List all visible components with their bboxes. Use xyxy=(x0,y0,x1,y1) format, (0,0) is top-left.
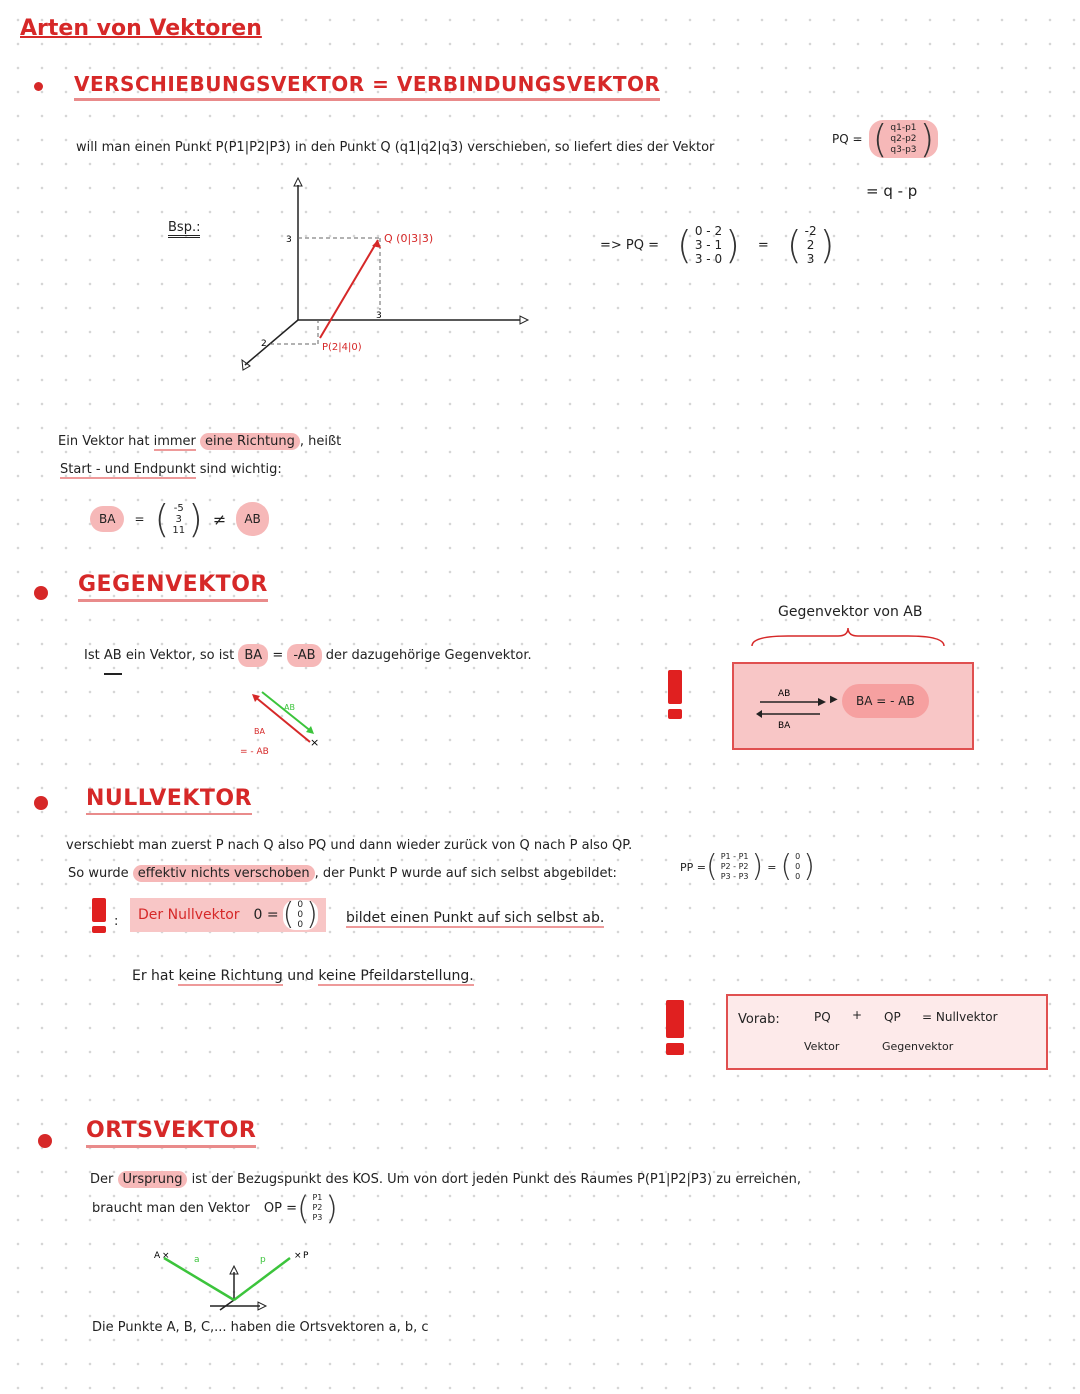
pp-row: P3 - P3 xyxy=(720,872,749,881)
text: Ist xyxy=(84,648,100,663)
heading-nullvektor: NULLVEKTOR xyxy=(86,786,252,815)
curly-brace xyxy=(748,626,948,652)
def-zero-row: 0 xyxy=(297,900,304,910)
svg-text:×: × xyxy=(294,1251,302,1261)
axis-tick: 3 xyxy=(376,311,382,321)
heading-verschiebungsvektor: VERSCHIEBUNGSVEKTOR = VERBINDUNGSVEKTOR xyxy=(74,72,660,101)
zero-row: 0 xyxy=(795,862,801,871)
bullet xyxy=(34,82,43,91)
text: , der Punkt P wurde auf sich selbst abgebildet: xyxy=(314,866,617,881)
diagram-a: A xyxy=(154,1251,161,1261)
orts-line-2: braucht man den Vektor OP = ( P1 P2 P3 ) xyxy=(92,1189,338,1227)
zero-row: 0 xyxy=(795,852,801,861)
text: ist der Bezugspunkt des KOS. Um von dort jeden Punkt des Raumes P(P1|P2|P3) zu erreichen, xyxy=(191,1172,801,1187)
orts-line-1 xyxy=(90,1172,801,1187)
pp-vector: PP = ( P1 - P1 P2 - P2 P3 - P3 ) = ( 0 0 0 ) xyxy=(680,849,815,884)
nullvektor-definition: Der Nullvektor 0 = ( 0 0 0 ) xyxy=(130,898,326,932)
ba-eq: = xyxy=(134,512,145,526)
pp-lhs: PP = xyxy=(680,860,706,874)
text: Der xyxy=(90,1172,114,1187)
box-vektor: Vektor xyxy=(804,1040,840,1053)
example-label: Bsp.: xyxy=(168,220,200,238)
heading-ortsvektor: ORTSVEKTOR xyxy=(86,1118,256,1148)
formula-row: q3-p3 xyxy=(890,144,917,155)
formula-short: = q - p xyxy=(866,182,918,200)
result-row: 3 xyxy=(806,252,815,266)
text-underlined: keine Richtung xyxy=(178,968,283,984)
result-row: 2 xyxy=(806,238,815,252)
pp-row: P1 - P1 xyxy=(720,852,749,861)
text: So wurde xyxy=(68,866,129,881)
bullet xyxy=(38,1134,52,1148)
heading-gegenvektor: GEGENVEKTOR xyxy=(78,572,268,602)
op-row: P3 xyxy=(312,1213,323,1222)
example-coordinate-diagram xyxy=(230,170,550,380)
box-plus: + xyxy=(852,1008,863,1022)
box-vorab: Vorab: xyxy=(738,1012,780,1027)
calc-eq: = xyxy=(757,237,769,253)
formula-row: q1-p1 xyxy=(890,122,917,133)
point-q-label: Q (0|3|3) xyxy=(384,232,434,245)
text: und xyxy=(287,968,314,984)
text: , heißt xyxy=(299,434,342,449)
text: Ein Vektor hat xyxy=(58,434,150,449)
text-underlined: keine Pfeildarstellung. xyxy=(318,968,474,984)
box-arrows xyxy=(756,682,826,732)
diagram-va: a xyxy=(194,1255,200,1265)
pp-eq: = xyxy=(767,860,777,874)
diagram-ab: AB xyxy=(284,703,295,712)
def-o: 0 = xyxy=(253,907,279,923)
text-underlined: immer xyxy=(153,434,196,449)
text-highlight: Ursprung xyxy=(118,1171,188,1188)
diagram-p: P xyxy=(303,1251,309,1261)
op-row: P1 xyxy=(312,1193,323,1202)
ortsvektor-diagram xyxy=(150,1244,320,1314)
ba-row: 3 xyxy=(175,513,182,525)
calc-row: 3 - 1 xyxy=(694,238,723,252)
calc-row: 0 - 2 xyxy=(694,224,723,238)
formula-row: q2-p2 xyxy=(890,133,917,144)
ab-label: AB xyxy=(236,502,268,536)
diagram-ba: BA xyxy=(254,727,265,736)
text: Er hat xyxy=(132,968,174,984)
intro-text: will man einen Punkt P(P1|P2|P3) in den Punkt Q (q1|q2|q3) verschieben, so liefert dies der Vektor xyxy=(76,140,715,155)
zero-row: 0 xyxy=(795,872,801,881)
bullet xyxy=(34,796,48,810)
null-properties xyxy=(132,968,474,984)
text: braucht man den Vektor xyxy=(92,1200,250,1216)
def-zero-row: 0 xyxy=(297,920,304,930)
op-lhs: OP = xyxy=(263,1200,297,1216)
axis-tick: 2 xyxy=(261,339,267,349)
gegenvektor-box: AB BA ▶ BA = - AB xyxy=(732,662,974,750)
orts-summary: Die Punkte A, B, C,... haben die Ortsvektoren a, b, c xyxy=(92,1320,429,1335)
formula-lhs: PQ = xyxy=(832,132,863,146)
text-highlight: BA xyxy=(238,644,268,667)
result-row: -2 xyxy=(804,224,817,238)
text: ein Vektor, so ist xyxy=(125,648,235,663)
diagram-eq: = - AB xyxy=(240,747,269,757)
def-text: Der Nullvektor xyxy=(138,907,240,923)
text-highlight: effektiv nichts verschoben xyxy=(133,865,315,882)
ba-row: 11 xyxy=(172,524,186,536)
gegen-text xyxy=(84,648,532,663)
formula-pq: PQ = ( q1-p1 q2-p2 q3-p3 ) xyxy=(832,120,938,158)
box-ba: BA xyxy=(778,721,791,731)
vorab-box xyxy=(726,994,1048,1070)
gegenvektor-side-label: Gegenvektor von AB xyxy=(778,604,923,620)
calculation: => PQ = ( 0 - 2 3 - 1 3 - 0 ) = ( -2 2 3 ) xyxy=(600,223,835,267)
exclamation-icon xyxy=(92,898,106,933)
text-highlight: -AB xyxy=(287,644,321,667)
page-title: Arten von Vektoren xyxy=(20,16,262,41)
ba-neq-ab: BA = ( -5 3 11 ) ≠ AB xyxy=(90,500,269,538)
bullet xyxy=(34,586,48,600)
diagram-vp: p xyxy=(260,1255,266,1265)
vector-pq-arrow xyxy=(320,240,378,338)
pp-row: P2 - P2 xyxy=(720,862,749,871)
null-line-1: verschiebt man zuerst P nach Q also PQ und dann wieder zurück von Q nach P also QP. xyxy=(66,838,633,853)
axis-tick: 3 xyxy=(286,235,292,245)
box-qp: QP xyxy=(884,1010,901,1024)
text-highlight: eine Richtung xyxy=(200,433,300,450)
null-line-2 xyxy=(68,866,617,881)
text: der dazugehörige Gegenvektor. xyxy=(325,648,532,663)
ba-label: BA xyxy=(90,506,124,532)
box-eq: = Nullvektor xyxy=(922,1010,998,1024)
text: = xyxy=(272,648,284,663)
def-zero-row: 0 xyxy=(297,910,304,920)
svg-text:×: × xyxy=(162,1251,170,1261)
gegenvektor-diagram xyxy=(240,686,330,758)
box-eq: BA = - AB xyxy=(842,684,929,718)
op-row: P2 xyxy=(312,1203,323,1212)
neq-symbol: ≠ xyxy=(212,509,227,529)
text: AB xyxy=(104,648,122,675)
exclamation-icon xyxy=(666,1000,684,1055)
direction-line-1 xyxy=(58,434,341,449)
direction-line-2 xyxy=(60,462,282,477)
def-b: bildet einen Punkt auf sich selbst ab. xyxy=(346,910,605,926)
svg-text:×: × xyxy=(310,736,320,749)
ba-row: -5 xyxy=(173,502,184,514)
text: sind wichtig: xyxy=(199,462,282,477)
calc-lhs: => PQ = xyxy=(600,237,660,253)
point-p-label: P(2|4|0) xyxy=(322,342,362,353)
calc-row: 3 - 0 xyxy=(694,252,723,266)
exclamation-icon xyxy=(668,670,682,719)
box-gegen: Gegenvektor xyxy=(882,1040,954,1053)
box-ab: AB xyxy=(778,689,791,699)
text-underlined: Start - und Endpunkt xyxy=(60,462,196,477)
box-pq: PQ xyxy=(814,1010,831,1024)
